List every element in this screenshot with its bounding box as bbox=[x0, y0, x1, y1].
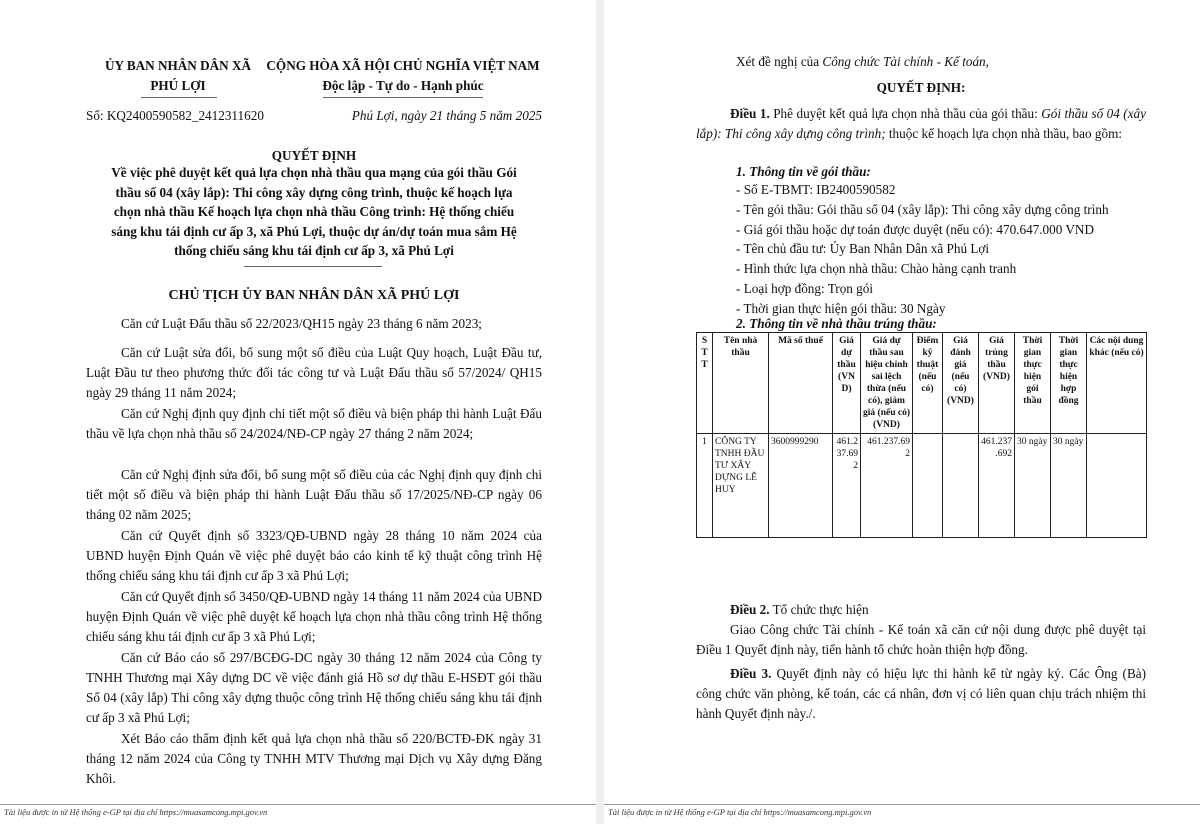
article-1-label: Điều 1. bbox=[730, 106, 770, 121]
section-2-heading: 2. Thông tin về nhà thầu trúng thầu: bbox=[736, 316, 937, 331]
decision-subject bbox=[86, 163, 542, 261]
footer-note: Tài liệu được in từ Hệ thống e-GP tại địa chỉ https://muasamcong.mpi.gov.vn bbox=[4, 807, 268, 817]
right-page bbox=[604, 0, 1200, 824]
subject-line: Về việc phê duyệt kết quả lựa chọn nhà thầu qua mạng của gói thầu Gói bbox=[111, 165, 517, 180]
package-info-item: - Loại hợp đồng: Trọn gói bbox=[736, 280, 874, 296]
place-date: Phú Lợi, ngày 21 tháng 5 năm 2025 bbox=[351, 108, 542, 123]
winning-bidder-table bbox=[696, 332, 1147, 538]
cell-adjusted-price: 461.237.692 bbox=[861, 434, 913, 538]
motto-underline bbox=[323, 97, 483, 98]
authority-line-2: PHÚ LỢI bbox=[150, 78, 206, 93]
legal-basis-1: Căn cứ Luật Đấu thầu số 22/2023/QH15 ngày 23 tháng 6 năm 2023; bbox=[121, 316, 482, 331]
page-gutter bbox=[596, 0, 604, 824]
header-tech-score: Điểm kỹ thuật (nếu có) bbox=[913, 333, 943, 434]
table-header-row bbox=[697, 333, 1147, 434]
republic-title: CỘNG HÒA XÃ HỘI CHỦ NGHĨA VIỆT NAM bbox=[266, 58, 540, 73]
footer-note: Tài liệu được in từ Hệ thống e-GP tại địa chỉ https://muasamcong.mpi.gov.vn bbox=[608, 807, 872, 817]
decision-title: QUYẾT ĐỊNH bbox=[271, 148, 357, 163]
package-info-item: - Hình thức lựa chọn nhà thầu: Chào hàng cạnh tranh bbox=[736, 261, 1017, 277]
legal-basis-6: Căn cứ Quyết định số 3450/QĐ-UBND ngày 14 tháng 11 năm 2024 của UBND huyện Định Quán về việc phê duyệt kế hoạch lựa chọn nhà thầu công trình Hệ thống chiếu sáng khu tái định cư ấp 3 xã Phú Lợi; bbox=[86, 589, 542, 644]
article-1-package: Gói thầu số 04 (xây lắp): Thi công xây dựng công trình; bbox=[696, 106, 1147, 141]
package-info-item: - Tên chủ đầu tư: Ủy Ban Nhân Dân xã Phú Lợi bbox=[736, 241, 990, 257]
subject-underline bbox=[244, 266, 382, 267]
legal-basis-2: Căn cứ Luật sửa đổi, bổ sung một số điều của Luật Quy hoạch, Luật Đầu tư, Luật Đầu tư theo phương thức đối tác công tư và Luật Đấu thầu số 57/2024/ QH15 ngày 29 tháng 11 năm 2024; bbox=[86, 345, 542, 400]
proposal-line bbox=[736, 52, 989, 72]
legal-basis-7: Căn cứ Báo cáo số 297/BCĐG-DC ngày 30 tháng 12 năm 2024 của Công ty TNHH Thương mại Xây dựng DC về việc đánh giá Hồ sơ dự thầu E-HSĐT gói thầu Số 04 (xây lắp) Thi công xây dựng thuộc công trình Hệ thống chiếu sáng khu tái định cư ấp 3 xã Phú Lợi; bbox=[86, 650, 542, 725]
subject-line: thống chiếu sáng khu tái định cư ấp 3, xã Phú Lợi bbox=[174, 243, 454, 258]
header-bid-price: Giá dự thầu (VND) bbox=[833, 333, 861, 434]
header-eval-price: Giá đánh giá (nếu có) (VND) bbox=[943, 333, 979, 434]
header-award-price: Giá trúng thầu (VND) bbox=[979, 333, 1015, 434]
legal-basis-4: Căn cứ Nghị định sửa đổi, bổ sung một số điều của các Nghị định quy định chi tiết một số điều và biện pháp thi hành Luật Đấu thầu số 17/2025/NĐ-CP ngày 06 tháng 02 năm 2025; bbox=[86, 467, 542, 522]
authority-name bbox=[78, 56, 278, 96]
legal-basis-5: Căn cứ Quyết định số 3323/QĐ-UBND ngày 28 tháng 10 năm 2024 của UBND huyện Định Quán về việc phê duyệt báo cáo kinh tế kỹ thuật công trình Hệ thống chiếu sáng khu tái định cư ấp 3 xã Phú Lợi; bbox=[86, 528, 542, 583]
subject-line: sáng khu tái định cư ấp 3, xã Phú Lợi, thuộc dự án/dự toán mua sắm Hệ bbox=[111, 223, 517, 239]
appraisal-report: Xét Báo cáo thẩm định kết quả lựa chọn nhà thầu số 220/BCTĐ-ĐK ngày 31 tháng 12 năm 2024 của Công ty TNHH MTV Thương mại Dịch vụ Xây dựng Đăng Khôi. bbox=[86, 731, 542, 786]
cell-bidder-name: CÔNG TY TNHH ĐẦU TƯ XÂY DỰNG LÊ HUY bbox=[713, 434, 769, 538]
national-header bbox=[258, 56, 548, 96]
article-1 bbox=[696, 104, 1146, 144]
package-info-item: - Thời gian thực hiện gói thầu: 30 Ngày bbox=[736, 300, 946, 316]
article-2-text: Giao Công chức Tài chính - Kế toán xã căn cứ nội dung được phê duyệt tại Điều 1 Quyết định này, tiến hành tổ chức hoàn thiện hợp đồng. bbox=[696, 622, 1146, 657]
package-info-list bbox=[736, 180, 1146, 319]
cell-tax-code: 3600999290 bbox=[769, 434, 833, 538]
cell-bid-price: 461.237.692 bbox=[833, 434, 861, 538]
cell-award-price: 461.237.692 bbox=[979, 434, 1015, 538]
authority-line-1: ỦY BAN NHÂN DÂN XÃ bbox=[104, 58, 252, 73]
subject-line: chọn nhà thầu Kế hoạch lựa chọn nhà thầu Công trình: Hệ thống chiếu bbox=[113, 204, 515, 219]
header-bidder-name: Tên nhà thầu bbox=[713, 333, 769, 434]
cell-tech-score bbox=[913, 434, 943, 538]
header-contract-time: Thời gian thực hiện hợp đồng bbox=[1051, 333, 1087, 434]
cell-contract-time: 30 ngày bbox=[1051, 434, 1087, 538]
article-3-label: Điều 3. bbox=[730, 666, 772, 681]
header-tax-code: Mã số thuế bbox=[769, 333, 833, 434]
section-1-heading: 1. Thông tin về gói thầu: bbox=[736, 164, 871, 179]
package-info-item: - Số E-TBMT: IB2400590582 bbox=[736, 182, 896, 197]
cell-eval-price bbox=[943, 434, 979, 538]
document-number: Số: KQ2400590582_2412311620 bbox=[86, 108, 264, 123]
article-3 bbox=[696, 664, 1146, 724]
package-info-item: - Giá gói thầu hoặc dự toán được duyệt (nếu có): 470.647.000 VND bbox=[736, 221, 1094, 237]
footer-divider bbox=[604, 804, 1200, 805]
header-stt: STT bbox=[697, 333, 713, 434]
cell-stt: 1 bbox=[697, 434, 713, 538]
legal-basis-3: Căn cứ Nghị định quy định chi tiết một số điều và biện pháp thi hành Luật Đấu thầu về lựa chọn nhà thầu số 24/2024/NĐ-CP ngày 27 tháng 2 năm 2024; bbox=[86, 406, 542, 441]
proposal-prefix: Xét đề nghị của bbox=[736, 54, 823, 69]
issuer-title: CHỦ TỊCH ỦY BAN NHÂN DÂN XÃ PHÚ LỢI bbox=[168, 288, 460, 303]
cell-other bbox=[1087, 434, 1147, 538]
package-info-item: - Tên gói thầu: Gói thầu số 04 (xây lắp): Thi công xây dựng công trình bbox=[736, 201, 1109, 217]
table-row bbox=[697, 434, 1147, 538]
header-other: Các nội dung khác (nếu có) bbox=[1087, 333, 1147, 434]
motto: Độc lập - Tự do - Hạnh phúc bbox=[322, 78, 484, 93]
authority-underline bbox=[141, 97, 217, 98]
header-package-time: Thời gian thực hiện gói thầu bbox=[1015, 333, 1051, 434]
footer-divider bbox=[0, 804, 596, 805]
article-2-label: Điều 2. bbox=[730, 602, 770, 617]
article-1-text: Phê duyệt kết quả lựa chọn nhà thầu của gói thầu: bbox=[769, 106, 1042, 121]
article-2-heading bbox=[730, 600, 869, 620]
subject-line: thầu số 04 (xây lắp): Thi công xây dựng công trình, thuộc kế hoạch lựa bbox=[115, 184, 513, 200]
left-page bbox=[0, 0, 596, 824]
article-2-title: Tổ chức thực hiện bbox=[769, 602, 869, 617]
proposal-source: Công chức Tài chính - Kế toán, bbox=[822, 54, 989, 69]
article-1-text-end: thuộc kế hoạch lựa chọn nhà thầu, bao gồm: bbox=[885, 126, 1122, 141]
header-adjusted-price: Giá dự thầu sau hiệu chỉnh sai lệch thừa (nếu có), giảm giá (nếu có) (VND) bbox=[861, 333, 913, 434]
decision-heading: QUYẾT ĐỊNH: bbox=[876, 80, 966, 95]
cell-package-time: 30 ngày bbox=[1015, 434, 1051, 538]
article-3-text: Quyết định này có hiệu lực thi hành kể từ ngày ký. Các Ông (Bà) công chức văn phòng, kế toán, các cá nhân, đơn vị có liên quan chịu trách nhiệm thi hành Quyết định này./. bbox=[696, 666, 1146, 721]
